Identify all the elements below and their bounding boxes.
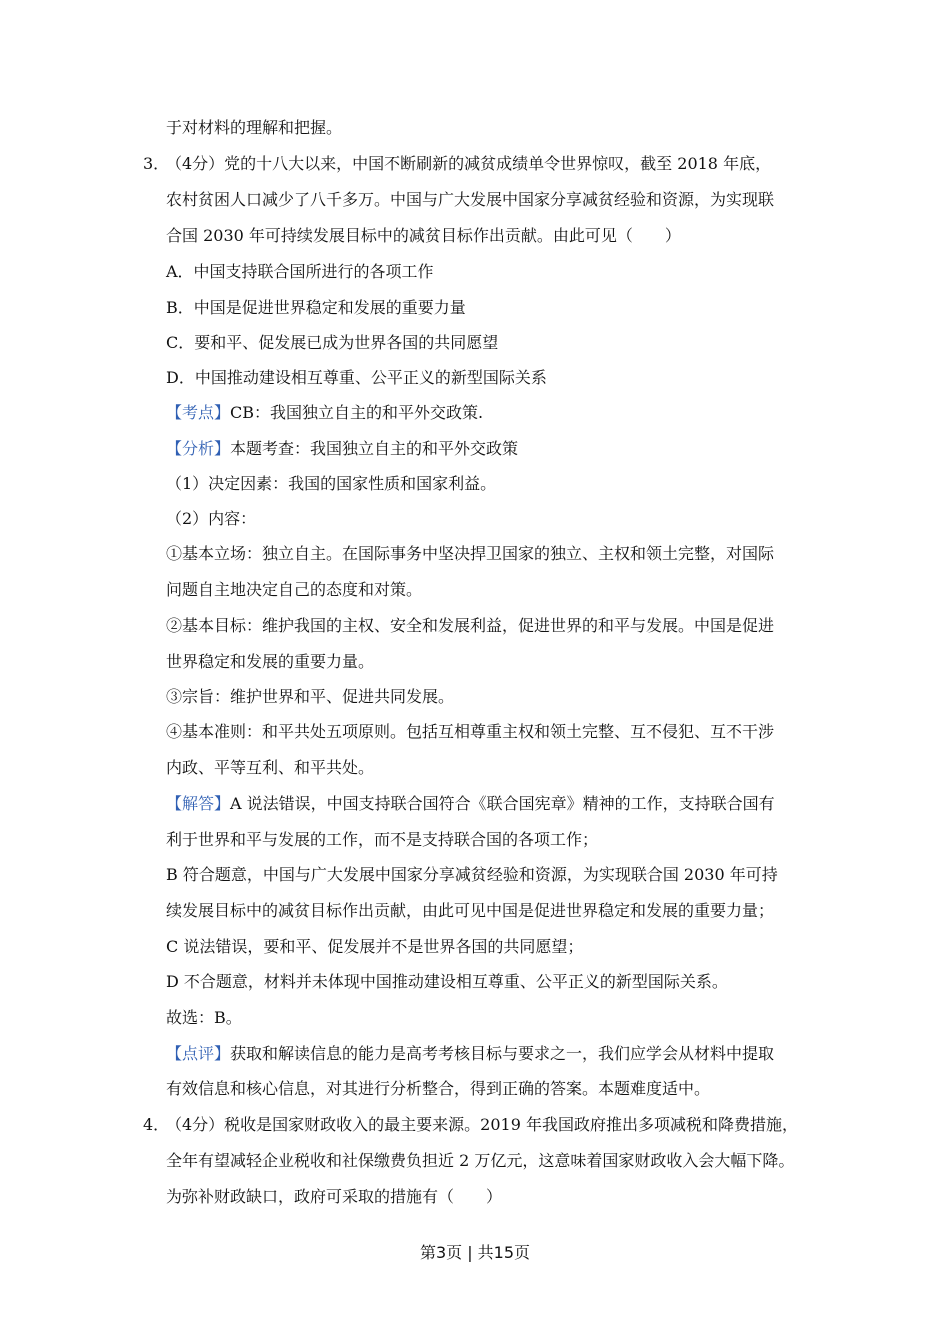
kaodian-section	[166, 402, 483, 424]
prev-answer-tail: 于对材料的理解和把握。	[166, 118, 343, 137]
fenxi-item-1-line-2: 问题自主地决定自己的态度和对策。	[166, 580, 423, 599]
question-4-number: 4．	[143, 1115, 170, 1134]
option-a: A．中国支持联合国所进行的各项工作	[166, 262, 434, 281]
fenxi-item-1-line-1: ①基本立场：独立自主。在国际事务中坚决捍卫国家的独立、主权和领土完整，对国际	[166, 544, 775, 563]
fenxi-section	[166, 438, 518, 460]
jieda-section	[166, 793, 775, 815]
question-4-stem-line-2: 全年有望减轻企业税收和社保缴费负担近 2 万亿元，这意味着国家财政收入会大幅下降。	[166, 1151, 795, 1170]
fenxi-text: 本题考查：我国独立自主的和平外交政策	[230, 439, 519, 458]
page-footer: 第3页 | 共15页	[419, 1243, 531, 1262]
fenxi-item-2-line-2: 世界稳定和发展的重要力量。	[166, 652, 375, 671]
dianping-line-1: 获取和解读信息的能力是高考考核目标与要求之一，我们应学会从材料中提取	[230, 1044, 775, 1063]
jieda-tag: 【解答】	[166, 794, 231, 813]
jieda-answer: 故选：B。	[166, 1008, 242, 1027]
question-3-stem-line-2: 农村贫困人口减少了八千多万。中国与广大发展中国家分享减贫经验和资源，为实现联	[166, 190, 775, 209]
jieda-a-line-1: A 说法错误，中国支持联合国符合《联合国宪章》精神的工作，支持联合国有	[230, 794, 775, 813]
jieda-c: C 说法错误，要和平、促发展并不是世界各国的共同愿望；	[166, 937, 584, 956]
fenxi-point-2: （2）内容：	[166, 509, 257, 528]
dianping-line-2: 有效信息和核心信息，对其进行分析整合，得到正确的答案。本题难度适中。	[166, 1079, 711, 1098]
option-c: C．要和平、促发展已成为世界各国的共同愿望	[166, 333, 499, 352]
jieda-a-line-2: 利于世界和平与发展的工作，而不是支持联合国的各项工作；	[166, 830, 599, 849]
fenxi-item-4-line-2: 内政、平等互利、和平共处。	[166, 758, 375, 777]
question-3-stem-line-3: 合国 2030 年可持续发展目标中的减贫目标作出贡献。由此可见（ ）	[166, 226, 681, 245]
question-3-stem-line-1: （4分）党的十八大以来，中国不断刷新的减贫成绩单令世界惊叹，截至 2018 年底，	[166, 154, 772, 173]
dianping-section	[166, 1043, 774, 1065]
fenxi-point-1: （1）决定因素：我国的国家性质和国家利益。	[166, 474, 497, 493]
question-3-number: 3．	[143, 154, 170, 173]
option-b: B．中国是促进世界稳定和发展的重要力量	[166, 298, 466, 317]
jieda-b-line-2: 续发展目标中的减贫目标作出贡献，由此可见中国是促进世界稳定和发展的重要力量；	[166, 901, 775, 920]
fenxi-item-2-line-1: ②基本目标：维护我国的主权、安全和发展利益，促进世界的和平与发展。中国是促进	[166, 616, 775, 635]
jieda-d: D 不合题意，材料并未体现中国推动建设相互尊重、公平正义的新型国际关系。	[166, 972, 728, 991]
question-4-stem-line-1: （4分）税收是国家财政收入的最主要来源。2019 年我国政府推出多项减税和降费措施，	[166, 1115, 798, 1134]
jieda-b-line-1: B 符合题意，中国与广大发展中国家分享减贫经验和资源，为实现联合国 2030 年可持	[166, 865, 778, 884]
fenxi-item-3: ③宗旨：维护世界和平、促进共同发展。	[166, 687, 455, 706]
dianping-tag: 【点评】	[166, 1044, 231, 1063]
question-4-stem-line-3: 为弥补财政缺口，政府可采取的措施有（ ）	[166, 1187, 503, 1206]
fenxi-tag: 【分析】	[166, 439, 231, 458]
fenxi-item-4-line-1: ④基本准则：和平共处五项原则。包括互相尊重主权和领土完整、互不侵犯、互不干涉	[166, 722, 775, 741]
kaodian-tag: 【考点】	[166, 403, 231, 422]
kaodian-text: CB：我国独立自主的和平外交政策.	[230, 403, 484, 422]
option-d: D．中国推动建设相互尊重、公平正义的新型国际关系	[166, 368, 547, 387]
